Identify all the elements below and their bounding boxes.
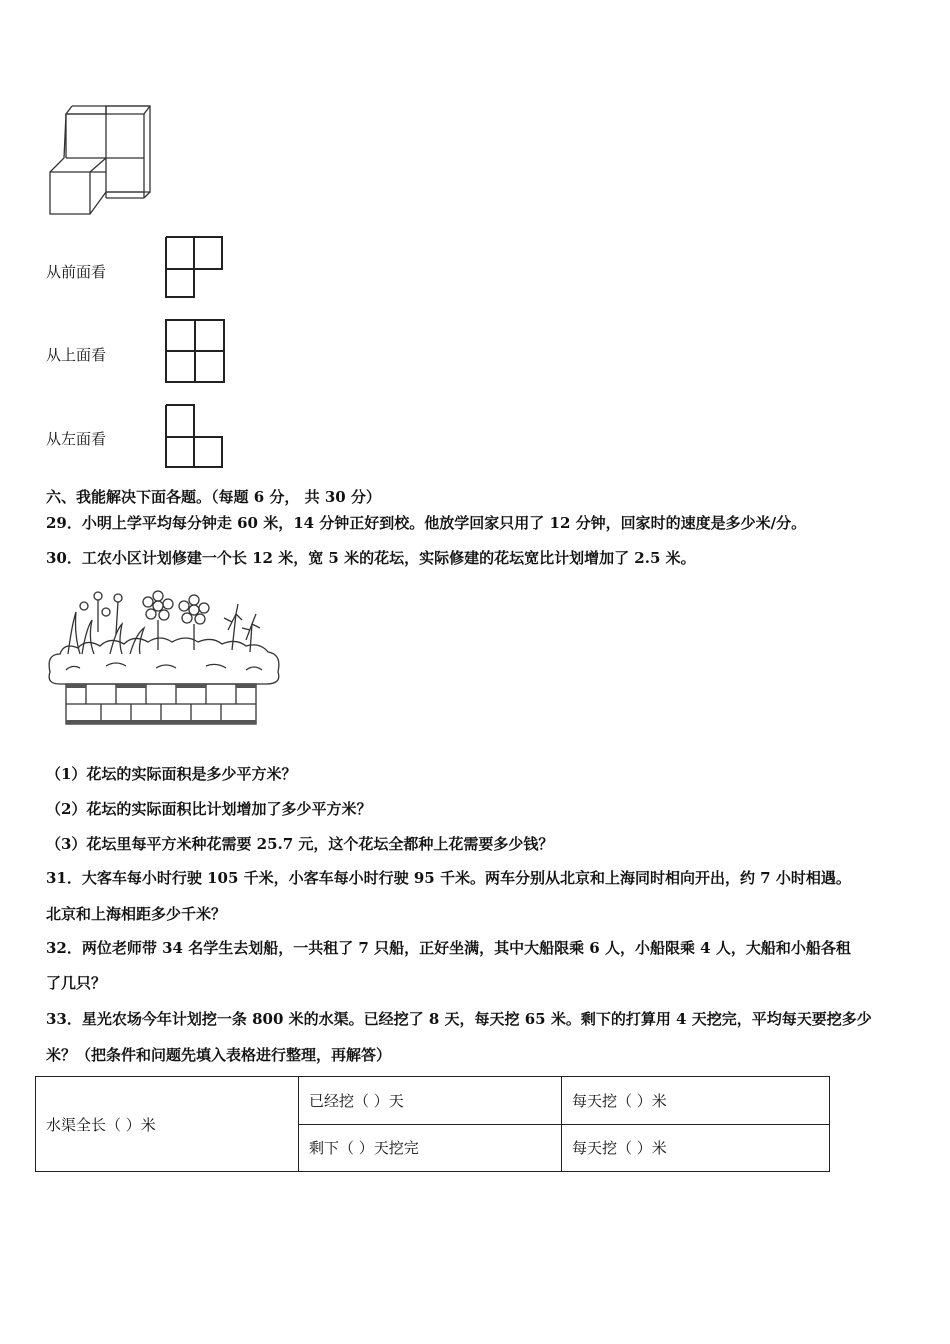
flower-bed-illustration (46, 584, 282, 728)
table-cell-rest-days: 剩下（ ）天挖完 (299, 1124, 562, 1172)
question-30-stem: 30．工农小区计划修建一个长 12 米，宽 5 米的花坛，实际修建的花坛宽比计划增加了 2.5 米。 (46, 549, 696, 567)
question-32-line2: 了几只？ (46, 974, 107, 992)
question-30-sub1: （1）花坛的实际面积是多少平方米？ (46, 765, 297, 783)
question-33-line2: 米？（把条件和问题先填入表格进行整理，再解答） (46, 1046, 392, 1064)
question-30-sub2: （2）花坛的实际面积比计划增加了多少平方米？ (46, 800, 372, 818)
question-29: 29．小明上学平均每分钟走 60 米，14 分钟正好到校。他放学回家只用了 12 分钟，回家时的速度是多少米/分。 (46, 514, 807, 532)
view-label-front: 从前面看 (46, 263, 107, 281)
table-cell-dug-per-day: 每天挖（ ）米 (562, 1077, 830, 1125)
question-31-line2: 北京和上海相距多少千米？ (46, 905, 227, 923)
question-32-line1: 32．两位老师带 34 名学生去划船，一共租了 7 只船，正好坐满，其中大船限乘 6 人，小船限乘 4 人，大船和小船各租 (46, 939, 851, 957)
view-label-top: 从上面看 (46, 346, 107, 364)
question-33-line1: 33．星光农场今年计划挖一条 800 米的水渠。已经挖了 8 天，每天挖 65 米。剩下的打算用 4 天挖完，平均每天要挖多少 (46, 1010, 872, 1028)
table-cell-rest-per-day: 每天挖（ ）米 (562, 1124, 830, 1172)
front-view-figure (164, 235, 224, 299)
section-heading: 六、我能解决下面各题。（每题 6 分， 共 30 分） (46, 488, 381, 506)
cube-stack-figure (46, 102, 156, 218)
canal-data-table (35, 1076, 830, 1172)
question-30-sub3: （3）花坛里每平方米种花需要 25.7 元，这个花坛全都种上花需要多少钱？ (46, 835, 554, 853)
question-31-line1: 31．大客车每小时行驶 105 千米，小客车每小时行驶 95 千米。两车分别从北京和上海同时相向开出，约 7 小时相遇。 (46, 869, 851, 887)
view-label-left: 从左面看 (46, 430, 107, 448)
table-cell-dug-days: 已经挖（ ）天 (299, 1077, 562, 1125)
left-view-figure (164, 403, 224, 469)
table-cell-total: 水渠全长（ ）米 (36, 1077, 299, 1172)
top-view-figure (164, 318, 226, 384)
